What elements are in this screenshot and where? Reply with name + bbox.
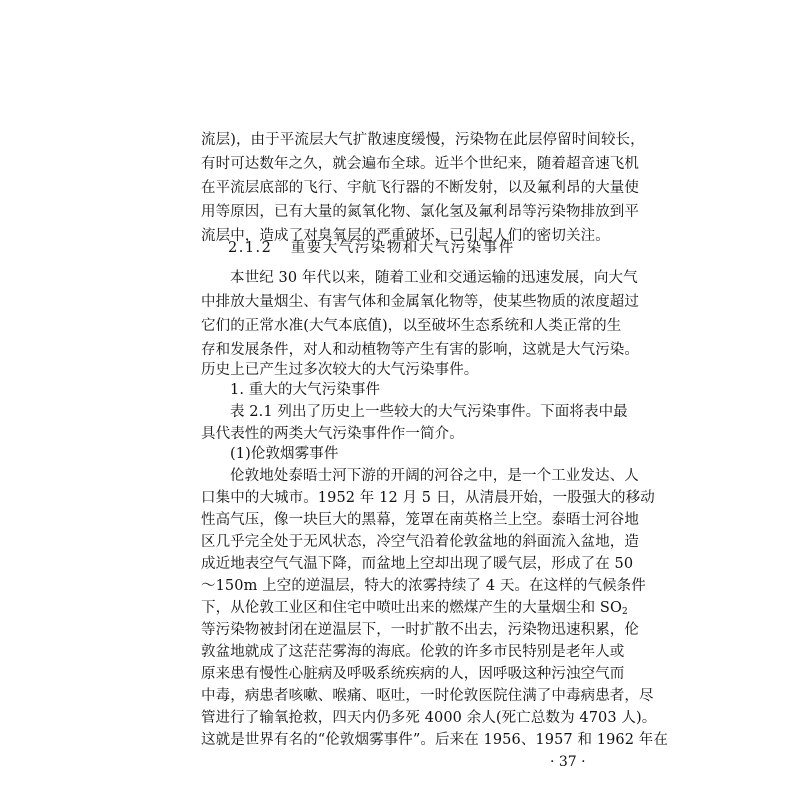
text-line: 存和发展条件，对人和动植物等产生有害的影响，这就是大气污染。: [201, 342, 639, 358]
text-line: 中排放大量烟尘、有害气体和金属氧化物等，使某些物质的浓度超过: [201, 294, 639, 310]
text-line: 流层)，由于平流层大气扩散速度缓慢，污染物在此层停留时间较长，: [201, 132, 645, 148]
section-heading-text: 2.1.2 重要大气污染物和大气污染事件: [228, 240, 515, 256]
text-line: 成近地表空气气温下降，而盆地上空却出现了暖气层，形成了在 50: [201, 556, 634, 572]
section-heading: [228, 238, 588, 258]
subheading: 1. 重大的大气污染事件: [230, 382, 381, 398]
text-line: 有时可达数年之久，就会遍布全球。近半个世纪来，随着超音速飞机: [201, 156, 639, 172]
text-line: 流层中，造成了对臭氧层的严重破坏，已引起人们的密切关注。: [201, 228, 610, 244]
so2-subscript: 2: [621, 607, 628, 617]
text-line: 等污染物被封闭在逆温层下，一时扩散不出去，污染物迅速积累，伦: [201, 622, 639, 638]
text-line: 本世纪 30 年代以来，随着工业和交通运输的迅速发展，向大气: [230, 270, 638, 286]
text-line-content: 下，从伦敦工业区和住宅中喷吐出来的燃煤产生的大量烟尘和 SO: [201, 600, 622, 616]
text-line: 这就是世界有名的“伦敦烟雾事件”。后来在 1956、1957 和 1962 年在: [201, 732, 668, 748]
text-line: 区几乎完全处于无风状态，冷空气沿着伦敦盆地的斜面流入盆地，造: [201, 534, 639, 550]
text-line: 历史上已产生过多次较大的大气污染事件。: [201, 362, 479, 378]
subheading: (1)伦敦烟雾事件: [230, 446, 339, 462]
text-line: [201, 598, 628, 618]
page-number: · 37 ·: [550, 754, 586, 770]
text-line: 中毒，病患者咳嗽、喉痛、呕吐，一时伦敦医院住满了中毒病患者，尽: [201, 688, 654, 704]
text-line: ～150m 上空的逆温层，特大的浓雾持续了 4 天。在这样的气候条件: [201, 578, 646, 594]
text-line: 原来患有慢性心脏病及呼吸系统疾病的人，因呼吸这种污浊空气而: [201, 666, 625, 682]
text-line: 在平流层底部的飞行、宇航飞行器的不断发射，以及氟利昂的大量使: [201, 180, 639, 196]
text-line: 它们的正常水准(大气本底值)，以至破坏生态系统和人类正常的生: [201, 318, 622, 334]
text-line: 伦敦地处泰晤士河下游的开阔的河谷之中，是一个工业发达、人: [230, 468, 639, 484]
text-line: 具代表性的两类大气污染事件作一简介。: [201, 426, 464, 442]
text-line: 性高气压，像一块巨大的黑幕，笼罩在南英格兰上空。泰晤士河谷地: [201, 512, 639, 528]
text-line: 表 2.1 列出了历史上一些较大的大气污染事件。下面将表中最: [230, 404, 628, 420]
text-line: 口集中的大城市。1952 年 12 月 5 日，从清晨开始，一股强大的移动: [201, 490, 655, 506]
text-line: 用等原因，已有大量的氮氧化物、氯化氢及氟利昂等污染物排放到平: [201, 204, 639, 220]
text-line: 管进行了输氧抢救，四天内仍多死 4000 余人(死亡总数为 4703 人)。: [201, 710, 657, 726]
text-line: 敦盆地就成了这茫茫雾海的海底。伦敦的许多市民特别是老年人或: [201, 644, 625, 660]
